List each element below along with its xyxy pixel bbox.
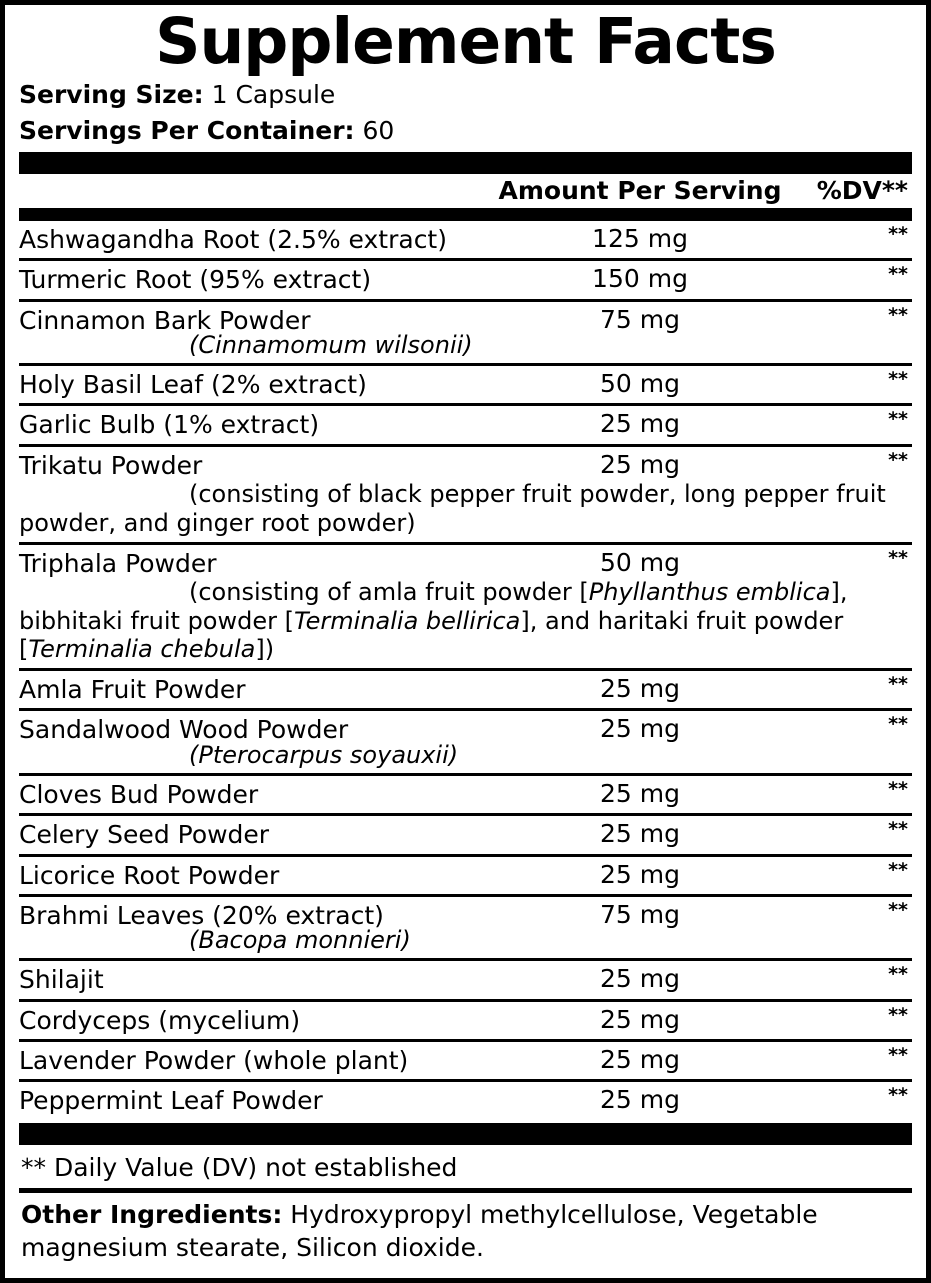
ingredient-name: Ashwagandha Root (2.5% extract) [19,225,447,255]
ingredient-amount: 25 mg [600,964,680,994]
ingredient-daily-value: ** [888,713,908,736]
ingredient-daily-value: ** [888,303,908,326]
ingredient-name: Garlic Bulb (1% extract) [19,410,320,440]
table-row [19,1082,912,1119]
table-row-inner [19,302,912,339]
table-row [19,857,912,897]
table-row [19,302,912,367]
ingredient-name: Peppermint Leaf Powder [19,1086,323,1116]
table-row [19,776,912,816]
table-row [19,711,912,776]
table-row-inner [19,776,912,813]
dv-footnote: ** Daily Value (DV) not established [21,1153,458,1183]
ingredient-daily-value: ** [888,858,908,881]
ingredient-daily-value: ** [888,546,908,569]
daily-value-header: %DV** [816,176,908,206]
servings-per-container-label: Servings Per Container: [19,115,355,145]
ingredient-amount: 25 mg [600,1085,680,1115]
ingredient-daily-value: ** [888,408,908,431]
other-ingredients-value: Hydroxypropyl methylcellulose, Vegetable magnesium stearate, Silicon dioxide. [21,1200,818,1262]
table-row-inner [19,545,912,582]
ingredient-daily-value: ** [888,1043,908,1066]
table-row-inner [19,961,912,998]
ingredient-name: Licorice Root Powder [19,860,280,890]
ingredient-name: Lavender Powder (whole plant) [19,1045,409,1075]
table-row [19,1002,912,1042]
ingredient-amount: 50 mg [600,369,680,399]
ingredient-name: Celery Seed Powder [19,820,270,850]
ingredient-subtext: (consisting of black pepper fruit powder, long pepper fruit powder, and ginger root powder) [19,479,886,537]
table-row [19,221,912,261]
ingredient-amount: 125 mg [592,224,688,254]
ingredient-subtext: (Cinnamomum wilsonii) [189,330,473,359]
table-row-inner [19,406,912,443]
ingredient-subtext: (Pterocarpus soyauxii) [189,740,459,769]
table-row [19,406,912,446]
table-row-inner [19,816,912,853]
table-row-inner [19,1082,912,1119]
table-row-inner [19,221,912,258]
table-header-row [19,174,912,208]
ingredient-amount: 25 mg [600,1004,680,1034]
ingredient-name: Cloves Bud Powder [19,780,259,809]
ingredient-daily-value: ** [888,963,908,986]
other-ingredients-label: Other Ingredients: [21,1200,283,1230]
ingredient-daily-value: ** [888,1003,908,1026]
ingredient-amount: 25 mg [600,1044,680,1074]
serving-size-label: Serving Size: [19,80,204,110]
ingredient-name: Amla Fruit Powder [19,675,246,705]
servings-per-container-value: 60 [362,115,395,145]
table-row-inner [19,261,912,298]
ingredient-amount: 25 mg [600,819,680,849]
ingredient-amount: 25 mg [600,409,680,439]
ingredient-daily-value: ** [888,818,908,841]
ingredient-amount: 25 mg [600,779,680,808]
ingredient-rows [19,221,912,1119]
ingredient-daily-value: ** [888,448,908,471]
table-row [19,816,912,856]
ingredient-name: Shilajit [19,965,104,995]
ingredient-daily-value: ** [888,368,908,391]
ingredient-daily-value: ** [888,898,908,921]
ingredient-daily-value: ** [888,263,908,286]
other-ingredients [19,1193,912,1264]
servings-per-container-line [19,113,912,149]
ingredient-amount: 75 mg [600,899,680,929]
table-row [19,545,912,672]
table-row-inner [19,1002,912,1039]
ingredient-amount: 75 mg [600,304,680,334]
ingredient-name: Turmeric Root (95% extract) [19,265,372,295]
page-title: Supplement Facts [155,5,776,78]
ingredient-amount: 25 mg [600,859,680,889]
ingredient-amount: 25 mg [600,674,680,704]
table-row-inner [19,1042,912,1079]
ingredient-name: Triphala Powder [19,548,217,578]
ingredient-subtext: (consisting of amla fruit powder [Phyllanthus emblica], bibhitaki fruit powder [Terminalia bellirica], and haritaki fruit powder [Terminalia chebula]) [19,577,848,664]
divider-thick-top [19,152,912,174]
table-row [19,447,912,545]
ingredient-daily-value: ** [888,673,908,696]
divider-below-header [19,208,912,221]
table-row [19,897,912,962]
table-row [19,261,912,301]
ingredient-amount: 150 mg [592,264,688,294]
ingredient-amount: 50 mg [600,547,680,577]
ingredient-name: Sandalwood Wood Powder [19,715,349,745]
ingredient-daily-value: ** [888,778,908,800]
ingredient-daily-value: ** [888,223,908,246]
ingredient-name: Trikatu Powder [19,450,203,480]
ingredient-name: Cinnamon Bark Powder [19,305,311,335]
table-row [19,366,912,406]
amount-per-serving-header: Amount Per Serving [498,176,782,206]
serving-size-line [19,77,912,113]
table-row [19,671,912,711]
ingredient-subtext: (Bacopa monnieri) [189,926,411,954]
ingredient-amount: 25 mg [600,449,680,479]
table-row-inner [19,711,912,748]
table-row-inner [19,897,912,934]
table-row-inner [19,671,912,708]
table-row-inner [19,857,912,894]
ingredient-daily-value: ** [888,1084,908,1107]
table-row [19,1042,912,1082]
table-row-inner [19,366,912,403]
table-row [19,961,912,1001]
ingredient-name: Brahmi Leaves (20% extract) [19,900,384,930]
table-row-inner [19,447,912,484]
divider-thick-bottom [19,1123,912,1145]
ingredient-name: Cordyceps (mycelium) [19,1005,301,1035]
ingredient-amount: 25 mg [600,714,680,744]
serving-size-value: 1 Capsule [211,80,336,110]
ingredient-name: Holy Basil Leaf (2% extract) [19,370,367,400]
